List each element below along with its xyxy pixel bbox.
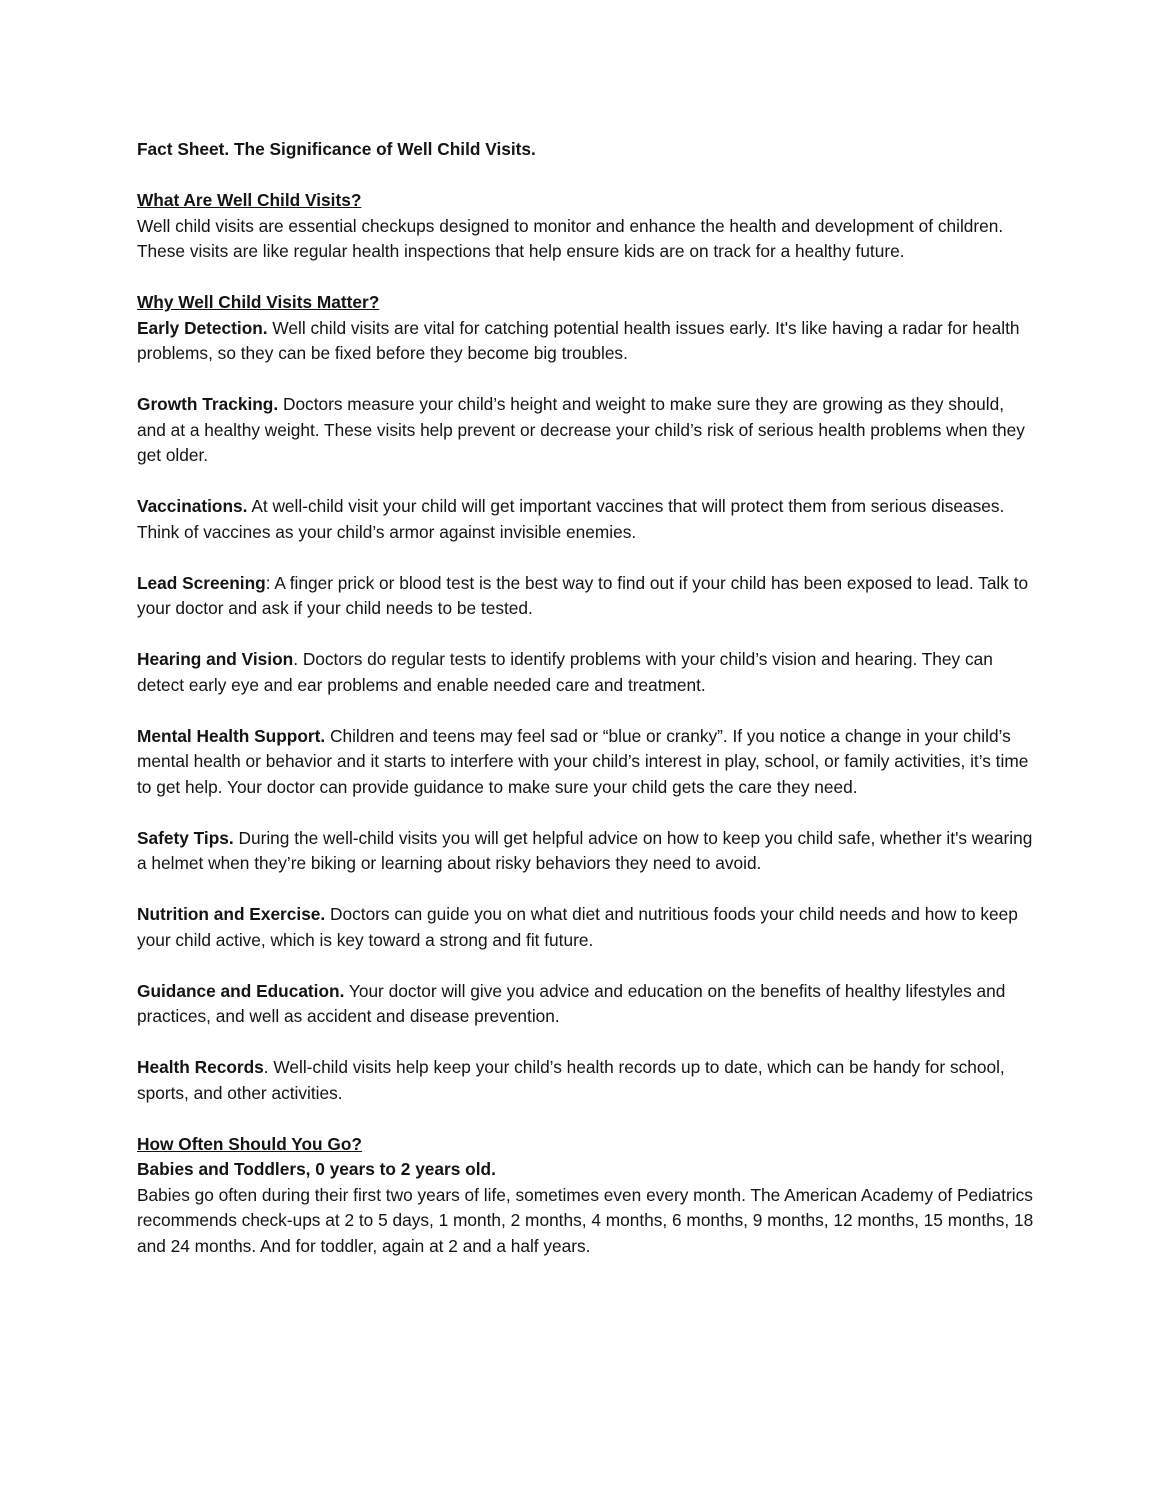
section-heading-what: What Are Well Child Visits? <box>137 190 362 210</box>
benefit-text: : A finger prick or blood test is the best way to find out if your child has been exposed to lead. Talk to your doctor and ask if your child needs to be tested. <box>137 572 1029 618</box>
section-body-what: Well child visits are essential checkups designed to monitor and enhance the health and development of children. These visits are like regular health inspections that help ensure kids are on track for a healthy future. <box>137 215 1004 261</box>
benefit-text: Well child visits are vital for catching potential health issues early. It's like having a radar for health problems, so they can be fixed before they become big troubles. <box>137 317 1020 363</box>
benefit-item-mental-health <box>137 724 1037 801</box>
benefit-term: Safety Tips. <box>137 827 234 848</box>
benefit-item-vaccinations <box>137 494 1037 545</box>
benefit-item-nutrition-exercise <box>137 902 1037 953</box>
benefit-term: Growth Tracking. <box>137 394 279 414</box>
benefit-item-early-detection <box>137 316 1037 367</box>
benefit-text: At well-child visit your child will get important vaccines that will protect them from serious diseases. Think of vaccines as your child’s armor against invisible enemies. <box>137 496 1005 542</box>
benefit-item-lead-screening <box>137 571 1037 622</box>
benefit-term: Early Detection. <box>137 317 268 338</box>
benefit-item-safety-tips <box>137 826 1037 877</box>
benefit-item-growth-tracking <box>137 392 1037 469</box>
benefit-list <box>137 316 1037 1107</box>
benefit-text: During the well-child visits you will get helpful advice on how to keep you child safe, whether it's wearing a helmet when they’re biking or learning about risky behaviors they need to avoid. <box>137 827 1033 873</box>
benefit-text: Your doctor will give you advice and education on the benefits of healthy lifestyles and practices, and well as accident and disease prevention. <box>137 980 1006 1026</box>
benefit-item-guidance-education <box>137 979 1037 1030</box>
section-heading-how-often: How Often Should You Go? <box>137 1133 362 1154</box>
benefit-term: Mental Health Support. <box>137 725 326 746</box>
benefit-text: . Well-child visits help keep your child’s health records up to date, which can be handy for school, sports, and other activities. <box>137 1057 1005 1103</box>
section-body-how-often: Babies go often during their first two years of life, sometimes even every month. The American Academy of Pediatrics recommends check-ups at 2 to 5 days, 1 month, 2 months, 4 months, 6 months, 9 months, 12 months, 15 months, 18 and 24 months. And for toddler, again at 2 and a half years. <box>137 1184 1034 1256</box>
benefit-text: Doctors measure your child’s height and weight to make sure they are growing as they should, and at a healthy weight. These visits help prevent or decrease your child’s risk of serious health problems when they get older. <box>137 394 1025 465</box>
document-page <box>137 137 1037 1259</box>
benefit-text: Doctors can guide you on what diet and nutritious foods your child needs and how to keep your child active, which is key toward a strong and fit future. <box>137 904 1018 950</box>
benefit-item-health-records <box>137 1055 1037 1106</box>
benefit-item-hearing-vision <box>137 647 1037 698</box>
benefit-text: Children and teens may feel sad or “blue or cranky”. If you notice a change in your child’s mental health or behavior and it starts to interfere with your child’s interest in play, school, or family activities, it’s time to get help. Your doctor can provide guidance to make sure your child gets the care they need. <box>137 725 1029 797</box>
benefit-term: Guidance and Education. <box>137 980 345 1001</box>
benefit-term: Vaccinations. <box>137 496 248 516</box>
benefit-term: Nutrition and Exercise. <box>137 904 326 924</box>
benefit-term: Hearing and Vision <box>137 649 294 669</box>
section-heading-why: Why Well Child Visits Matter? <box>137 292 380 312</box>
benefit-text: . Doctors do regular tests to identify problems with your child’s vision and hearing. They can detect early eye and ear problems and enable needed care and treatment. <box>137 649 993 695</box>
benefit-term: Health Records <box>137 1057 264 1077</box>
document-title: Fact Sheet. The Significance of Well Child Visits. <box>137 139 536 159</box>
benefit-term: Lead Screening <box>137 572 266 593</box>
subheading-babies-toddlers: Babies and Toddlers, 0 years to 2 years old. <box>137 1159 496 1179</box>
